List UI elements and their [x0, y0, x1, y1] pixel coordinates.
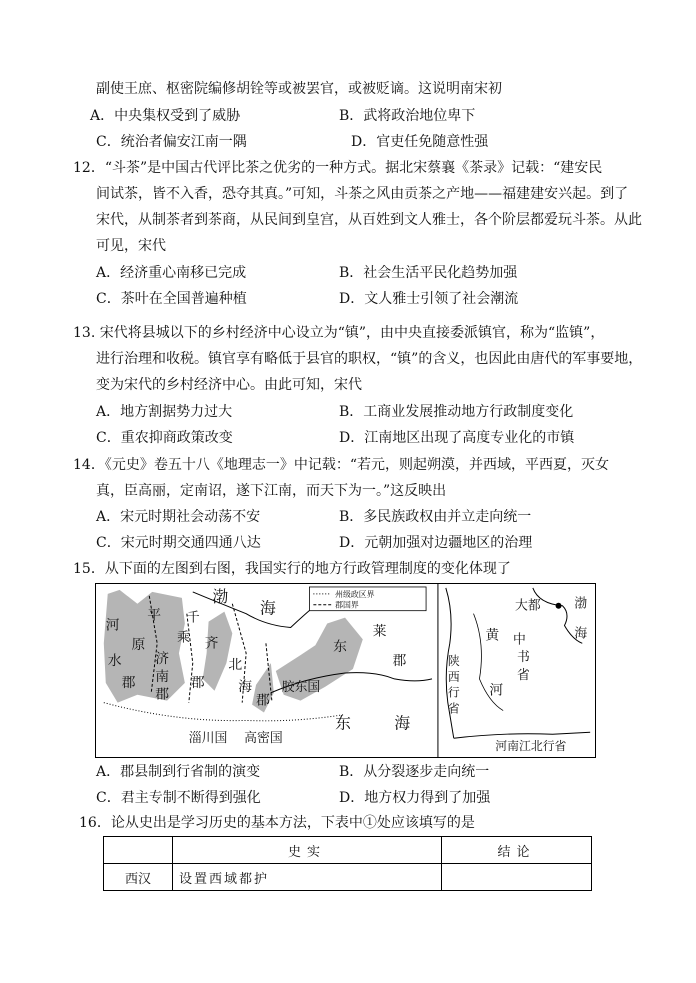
map-label-shu: 书 [517, 650, 530, 666]
map-label-he-r: 河 [489, 682, 504, 699]
q13-line-2: 进行治理和收税。镇官享有略低于县官的职权，“镇”的含义，也因此由唐代的军事要地， [96, 351, 643, 367]
q14-option-b: B．多民族政权由并立走向统一 [339, 509, 532, 525]
map-label-bei: 北 [228, 657, 243, 674]
q11-stem-tail: 副使王庶、枢密院编修胡铨等或被罢官，或被贬谪。这说明南宋初 [96, 81, 502, 97]
map-label-dadu: 大都 [515, 598, 541, 614]
q15-line-1: 15．从下面的左图到右图，我国实行的地方行政管理制度的变化体现了 [73, 561, 511, 577]
q12-option-a: A．经济重心南移已完成 [96, 265, 247, 281]
table-header-fact: 史实 [173, 837, 442, 864]
table-header-conclusion: 结论 [442, 837, 592, 864]
table-row [104, 864, 592, 891]
q16-table [103, 836, 592, 891]
q14-option-c: C．宋元时期交通四通八达 [96, 535, 261, 551]
table-cell-fact: 设置西域都护 [173, 864, 442, 891]
map-label-huang: 黄 [485, 627, 500, 644]
map-label-henan-jiangbei: 河南江北行省 [495, 739, 567, 754]
map-label-jiaodong: 胶东国 [281, 679, 321, 695]
q15-map-figure [95, 583, 596, 758]
q16-line-1: 16．论从史出是学习历史的基本方法，下表中①处应该填写的是 [79, 815, 475, 831]
table-cell-conclusion[interactable] [442, 864, 592, 891]
map-label-donghai-2: 海 [394, 713, 411, 733]
q14-option-a: A．宋元时期社会动荡不安 [96, 509, 261, 525]
q11-option-a: A．中央集权受到了威胁 [90, 108, 241, 124]
map-label-jun-2: 郡 [155, 686, 170, 703]
map-label-lai: 莱 [372, 623, 387, 640]
q12-line-4: 可见，宋代 [96, 238, 166, 254]
q13-option-b: B．工商业发展推动地方行政制度变化 [339, 404, 574, 420]
map-label-hai: 海 [238, 678, 253, 695]
q12-line-3: 宋代，从制茶者到茶商，从民间到皇宫，从百姓到文人雅士，各个阶层都爱玩斗茶。从此 [96, 212, 642, 228]
q13-option-c: C．重农抑商政策改变 [96, 430, 233, 446]
dadu-marker [556, 603, 562, 609]
state-border [104, 703, 345, 721]
map-label-jun-4: 郡 [256, 692, 270, 709]
table-header-row [104, 837, 592, 864]
q12-option-b: B．社会生活平民化趋势加强 [339, 265, 518, 281]
map-label-qi: 齐 [204, 635, 219, 652]
map-label-bo-r: 渤 [574, 596, 588, 612]
map-label-nan: 南 [155, 668, 170, 685]
q15-map-svg [96, 584, 595, 757]
table-header-era [104, 837, 173, 864]
map-label-jun-3: 郡 [190, 674, 205, 691]
map-label-hai-r: 海 [574, 626, 588, 642]
table-cell-era: 西汉 [104, 864, 173, 891]
q14-option-d: D．元朝加强对边疆地区的治理 [339, 535, 533, 551]
map-label-qian: 千 [186, 610, 200, 626]
map-label-sheng-r: 省 [517, 667, 530, 683]
map-label-xing: 行 [447, 685, 460, 700]
q12-option-c: C．茶叶在全国普遍种植 [96, 291, 247, 307]
map-label-jun-5: 郡 [392, 653, 407, 670]
q15-option-d: D．地方权力得到了加强 [339, 790, 491, 806]
legend-kingdom-label: 郡国界 [335, 600, 359, 610]
map-label-sheng-s: 省 [447, 701, 460, 716]
map-label-dong: 东 [333, 639, 347, 656]
map-label-yuan: 原 [131, 637, 146, 654]
q13-line-3: 变为宋代的乡村经济中心。由此可知，宋代 [96, 377, 362, 393]
q13-line-1: 13. 宋代将县城以下的乡村经济中心设立为“镇”，由中央直接委派镇官，称为“监镇”， [73, 325, 605, 341]
q14-line-1: 14．《元史》卷五十八《地理志一》中记载：“若元，则起朔漠，并西域，平西夏，灭女 [73, 457, 609, 473]
map-label-zichuan: 淄川国 [188, 731, 228, 747]
map-label-cheng: 乘 [176, 630, 190, 646]
q12-option-d: D．文人雅士引领了社会潮流 [339, 291, 519, 307]
map-label-xi: 西 [447, 669, 460, 684]
map-label-shui: 水 [107, 653, 122, 670]
q11-option-c: C．统治者偏安江南一隅 [96, 134, 247, 150]
right-map [446, 588, 590, 753]
q11-option-d: D．官吏任免随意性强 [351, 134, 489, 150]
q13-option-a: A．地方割据势力过大 [96, 404, 233, 420]
map-label-bo: 渤 [212, 586, 229, 606]
map-label-shaan: 陕 [447, 654, 460, 669]
henan-border [454, 732, 590, 738]
map-label-ping: 平 [147, 607, 162, 624]
q15-option-b: B．从分裂逐步走向统一 [339, 764, 490, 780]
q15-option-a: A．郡县制到行省制的演变 [96, 764, 261, 780]
q13-option-d: D．江南地区出现了高度专业化的市镇 [339, 430, 575, 446]
q14-line-2: 真，臣高丽，定南诏，遂下江南，而天下为一。”这反映出 [96, 483, 447, 499]
map-label-gaomi: 高密国 [244, 731, 283, 747]
map-label-donghai-1: 东 [335, 713, 351, 733]
q11-option-b: B．武将政治地位卑下 [339, 108, 476, 124]
map-label-hai-bo: 海 [259, 598, 276, 618]
q15-option-c: C．君主专制不断得到强化 [96, 790, 261, 806]
left-map [104, 587, 432, 746]
map-label-jun-1: 郡 [121, 674, 136, 691]
q12-line-2: 间试茶，皆不入香，恐夺其真。”可知，斗茶之风由贡茶之产地——福建建安兴起。到了 [96, 186, 629, 202]
map-label-ji: 济 [155, 651, 170, 668]
q12-line-1: 12．“斗茶”是中国古代评比茶之优劣的一种方式。据北宋蔡襄《茶录》记载：“建安民 [73, 160, 603, 176]
legend-state-label: 州级政区界 [335, 589, 375, 599]
map-label-he: 河 [105, 617, 120, 634]
map-label-zhong: 中 [513, 632, 526, 648]
